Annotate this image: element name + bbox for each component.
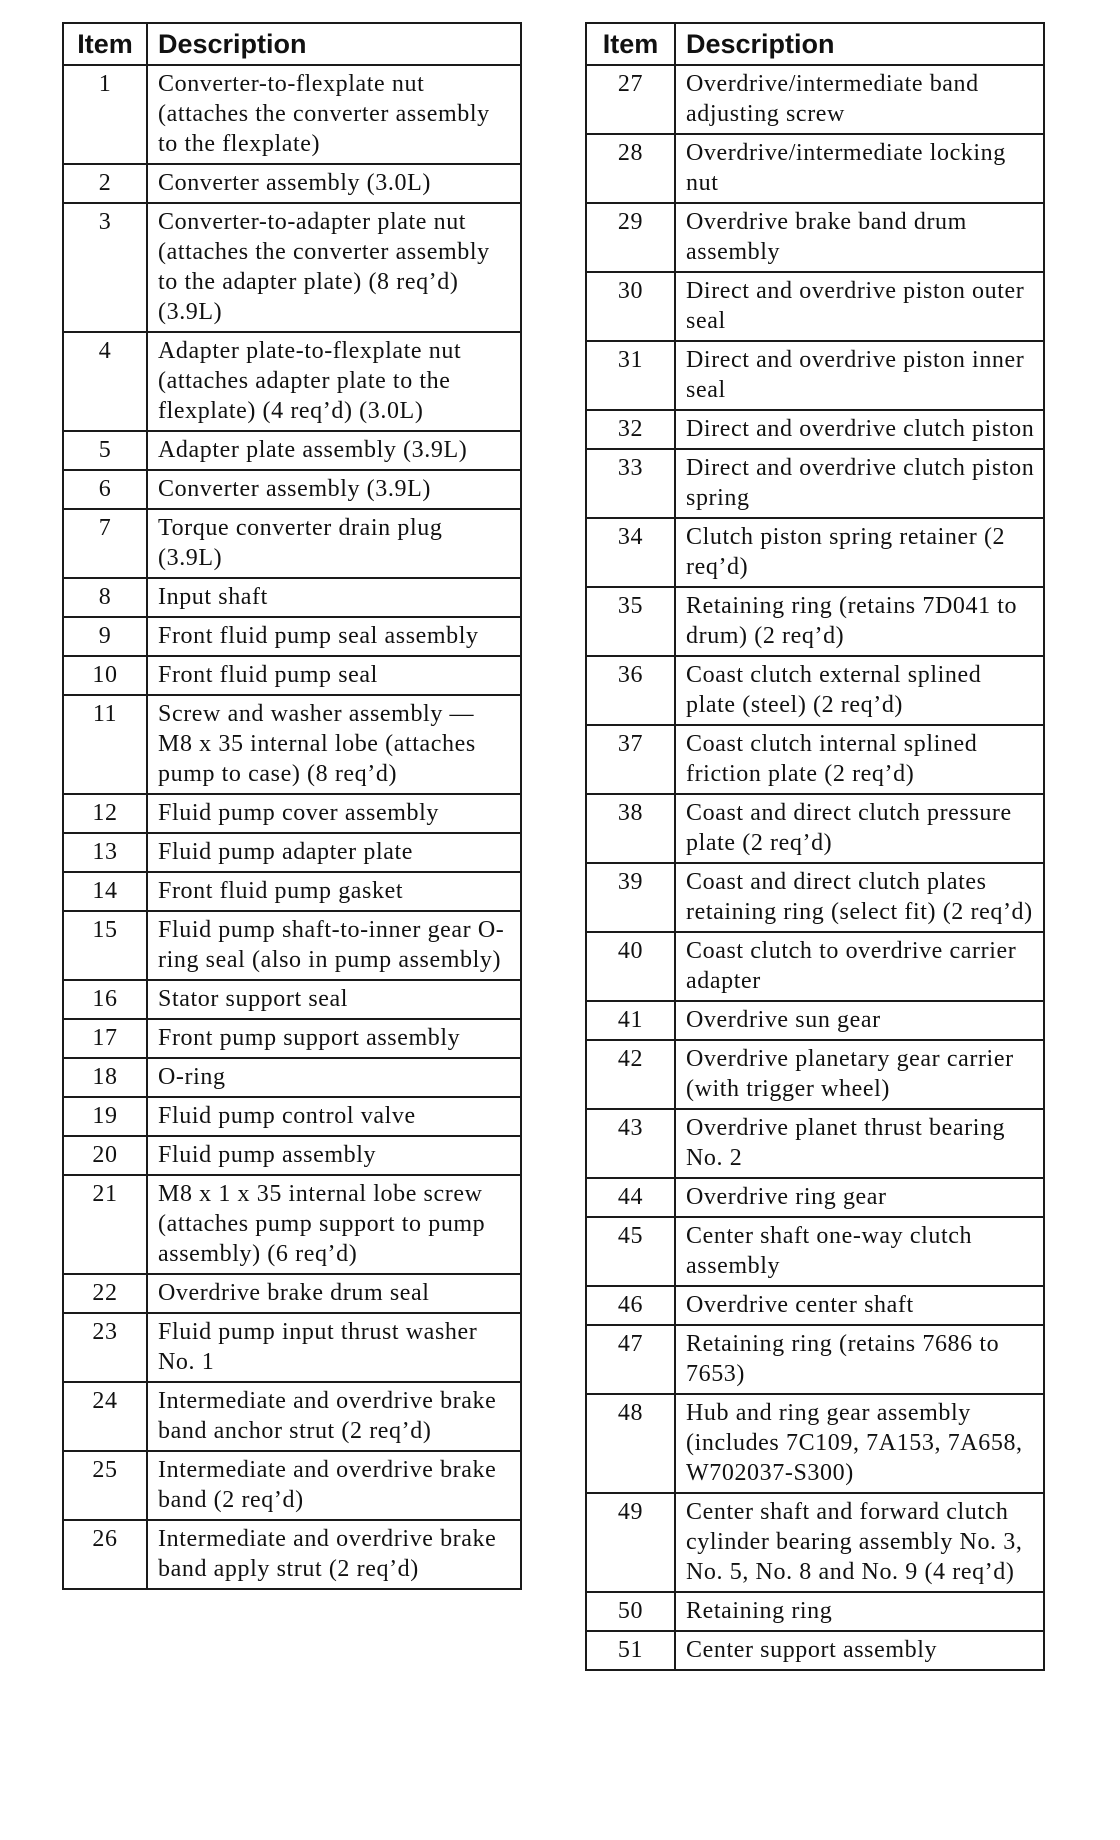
table-row xyxy=(586,272,1044,341)
item-number: 27 xyxy=(586,65,675,134)
item-number: 4 xyxy=(63,332,147,431)
item-number: 34 xyxy=(586,518,675,587)
item-description: Retaining ring (retains 7686 to 7653) xyxy=(675,1325,1044,1394)
item-description: Front pump support assembly xyxy=(147,1019,521,1058)
table-row xyxy=(63,794,521,833)
item-number: 44 xyxy=(586,1178,675,1217)
table-row xyxy=(586,1217,1044,1286)
table-row xyxy=(586,341,1044,410)
table-row xyxy=(63,695,521,794)
item-number: 30 xyxy=(586,272,675,341)
item-description: Front fluid pump seal assembly xyxy=(147,617,521,656)
item-number: 7 xyxy=(63,509,147,578)
item-description: Front fluid pump seal xyxy=(147,656,521,695)
item-description: Front fluid pump gasket xyxy=(147,872,521,911)
item-number: 25 xyxy=(63,1451,147,1520)
table-row xyxy=(63,872,521,911)
table-row xyxy=(63,578,521,617)
table-row xyxy=(586,65,1044,134)
item-number: 33 xyxy=(586,449,675,518)
table-row xyxy=(63,1274,521,1313)
table-row xyxy=(63,1313,521,1382)
item-number: 19 xyxy=(63,1097,147,1136)
item-number: 12 xyxy=(63,794,147,833)
item-description: Input shaft xyxy=(147,578,521,617)
item-description: Center support assembly xyxy=(675,1631,1044,1670)
table-row xyxy=(63,509,521,578)
item-number: 51 xyxy=(586,1631,675,1670)
table-row xyxy=(586,1040,1044,1109)
item-number: 3 xyxy=(63,203,147,332)
item-number: 29 xyxy=(586,203,675,272)
item-number: 22 xyxy=(63,1274,147,1313)
item-description: Coast clutch to overdrive carrier adapter xyxy=(675,932,1044,1001)
table-row xyxy=(586,794,1044,863)
item-number: 40 xyxy=(586,932,675,1001)
table-row xyxy=(63,203,521,332)
item-number: 24 xyxy=(63,1382,147,1451)
item-description: Intermediate and overdrive brake band anchor strut (2 req’d) xyxy=(147,1382,521,1451)
item-description: Center shaft and forward clutch cylinder bearing assembly No. 3, No. 5, No. 8 and No. 9 (4 req’d) xyxy=(675,1493,1044,1592)
item-description: Torque converter drain plug (3.9L) xyxy=(147,509,521,578)
table-row xyxy=(586,203,1044,272)
table-row xyxy=(63,431,521,470)
item-description: Converter assembly (3.9L) xyxy=(147,470,521,509)
table-row xyxy=(586,410,1044,449)
item-number: 10 xyxy=(63,656,147,695)
item-description: Overdrive ring gear xyxy=(675,1178,1044,1217)
item-number: 17 xyxy=(63,1019,147,1058)
item-description: Overdrive/intermediate locking nut xyxy=(675,134,1044,203)
item-number: 45 xyxy=(586,1217,675,1286)
description-column-header: Description xyxy=(147,23,521,65)
item-number: 38 xyxy=(586,794,675,863)
item-description: Converter-to-flexplate nut (attaches the converter assembly to the flexplate) xyxy=(147,65,521,164)
item-description: Center shaft one-way clutch assembly xyxy=(675,1217,1044,1286)
item-number: 42 xyxy=(586,1040,675,1109)
item-description: Retaining ring xyxy=(675,1592,1044,1631)
table-row xyxy=(63,1136,521,1175)
item-column-header: Item xyxy=(586,23,675,65)
parts-table-left xyxy=(62,22,522,1590)
item-number: 28 xyxy=(586,134,675,203)
table-row xyxy=(63,1520,521,1589)
item-description: Screw and washer assembly — M8 x 35 internal lobe (attaches pump to case) (8 req’d) xyxy=(147,695,521,794)
item-description: Direct and overdrive piston outer seal xyxy=(675,272,1044,341)
table-row xyxy=(586,1394,1044,1493)
item-description: Direct and overdrive clutch piston xyxy=(675,410,1044,449)
table-row xyxy=(586,656,1044,725)
item-number: 23 xyxy=(63,1313,147,1382)
table-row xyxy=(586,863,1044,932)
table-row xyxy=(63,65,521,164)
item-description: Fluid pump adapter plate xyxy=(147,833,521,872)
item-description: Coast and direct clutch pressure plate (2 req’d) xyxy=(675,794,1044,863)
item-description: Overdrive center shaft xyxy=(675,1286,1044,1325)
item-description: Overdrive/intermediate band adjusting screw xyxy=(675,65,1044,134)
table-row xyxy=(63,332,521,431)
item-number: 6 xyxy=(63,470,147,509)
table-row xyxy=(586,134,1044,203)
item-description: Overdrive brake drum seal xyxy=(147,1274,521,1313)
item-number: 49 xyxy=(586,1493,675,1592)
item-number: 35 xyxy=(586,587,675,656)
item-number: 46 xyxy=(586,1286,675,1325)
item-number: 50 xyxy=(586,1592,675,1631)
table-row xyxy=(63,911,521,980)
table-row xyxy=(63,470,521,509)
item-number: 47 xyxy=(586,1325,675,1394)
item-number: 9 xyxy=(63,617,147,656)
item-description: Fluid pump assembly xyxy=(147,1136,521,1175)
item-description: Adapter plate-to-flexplate nut (attaches adapter plate to the flexplate) (4 req’d) (3.0L) xyxy=(147,332,521,431)
item-description: Overdrive brake band drum assembly xyxy=(675,203,1044,272)
table-row xyxy=(586,449,1044,518)
item-description: Converter assembly (3.0L) xyxy=(147,164,521,203)
table-row xyxy=(586,1178,1044,1217)
item-number: 41 xyxy=(586,1001,675,1040)
table-row xyxy=(586,1631,1044,1670)
parts-table-right xyxy=(585,22,1045,1671)
table-row xyxy=(586,1493,1044,1592)
table-row xyxy=(63,656,521,695)
item-description: Fluid pump control valve xyxy=(147,1097,521,1136)
table-row xyxy=(63,1097,521,1136)
item-description: Stator support seal xyxy=(147,980,521,1019)
table-row xyxy=(586,1109,1044,1178)
item-number: 20 xyxy=(63,1136,147,1175)
item-description: Intermediate and overdrive brake band apply strut (2 req’d) xyxy=(147,1520,521,1589)
item-description: M8 x 1 x 35 internal lobe screw (attaches pump support to pump assembly) (6 req’d) xyxy=(147,1175,521,1274)
item-number: 21 xyxy=(63,1175,147,1274)
item-description: Fluid pump shaft-to-inner gear O-ring seal (also in pump assembly) xyxy=(147,911,521,980)
table-header-row xyxy=(586,23,1044,65)
item-description: Fluid pump input thrust washer No. 1 xyxy=(147,1313,521,1382)
item-description: Coast clutch internal splined friction plate (2 req’d) xyxy=(675,725,1044,794)
item-number: 13 xyxy=(63,833,147,872)
table-row xyxy=(586,518,1044,587)
table-row xyxy=(586,725,1044,794)
item-number: 18 xyxy=(63,1058,147,1097)
table-row xyxy=(63,1019,521,1058)
table-row xyxy=(63,1451,521,1520)
table-header-row xyxy=(63,23,521,65)
item-number: 36 xyxy=(586,656,675,725)
table-row xyxy=(586,587,1044,656)
item-description: Converter-to-adapter plate nut (attaches the converter assembly to the adapter plate) (8 req’d) (3.9L) xyxy=(147,203,521,332)
item-description: Overdrive planet thrust bearing No. 2 xyxy=(675,1109,1044,1178)
item-number: 16 xyxy=(63,980,147,1019)
item-description: Clutch piston spring retainer (2 req’d) xyxy=(675,518,1044,587)
item-number: 8 xyxy=(63,578,147,617)
item-number: 43 xyxy=(586,1109,675,1178)
item-description: Adapter plate assembly (3.9L) xyxy=(147,431,521,470)
table-row xyxy=(586,1325,1044,1394)
table-row xyxy=(586,1286,1044,1325)
item-number: 39 xyxy=(586,863,675,932)
item-number: 5 xyxy=(63,431,147,470)
item-description: Overdrive planetary gear carrier (with trigger wheel) xyxy=(675,1040,1044,1109)
item-description: Direct and overdrive piston inner seal xyxy=(675,341,1044,410)
item-number: 31 xyxy=(586,341,675,410)
table-row xyxy=(63,164,521,203)
item-number: 2 xyxy=(63,164,147,203)
table-row xyxy=(63,1175,521,1274)
description-column-header: Description xyxy=(675,23,1044,65)
item-number: 37 xyxy=(586,725,675,794)
item-description: Hub and ring gear assembly (includes 7C109, 7A153, 7A658, W702037-S300) xyxy=(675,1394,1044,1493)
item-description: Retaining ring (retains 7D041 to drum) (2 req’d) xyxy=(675,587,1044,656)
item-description: Coast clutch external splined plate (steel) (2 req’d) xyxy=(675,656,1044,725)
table-row xyxy=(63,617,521,656)
table-row xyxy=(63,980,521,1019)
item-number: 48 xyxy=(586,1394,675,1493)
item-description: Coast and direct clutch plates retaining ring (select fit) (2 req’d) xyxy=(675,863,1044,932)
item-column-header: Item xyxy=(63,23,147,65)
item-number: 32 xyxy=(586,410,675,449)
item-number: 15 xyxy=(63,911,147,980)
table-row xyxy=(63,833,521,872)
item-description: Fluid pump cover assembly xyxy=(147,794,521,833)
item-description: Direct and overdrive clutch piston spring xyxy=(675,449,1044,518)
item-number: 1 xyxy=(63,65,147,164)
item-number: 11 xyxy=(63,695,147,794)
item-description: O-ring xyxy=(147,1058,521,1097)
item-description: Overdrive sun gear xyxy=(675,1001,1044,1040)
table-row xyxy=(586,932,1044,1001)
table-row xyxy=(63,1058,521,1097)
item-number: 14 xyxy=(63,872,147,911)
item-number: 26 xyxy=(63,1520,147,1589)
table-row xyxy=(586,1001,1044,1040)
table-row xyxy=(586,1592,1044,1631)
table-row xyxy=(63,1382,521,1451)
item-description: Intermediate and overdrive brake band (2 req’d) xyxy=(147,1451,521,1520)
